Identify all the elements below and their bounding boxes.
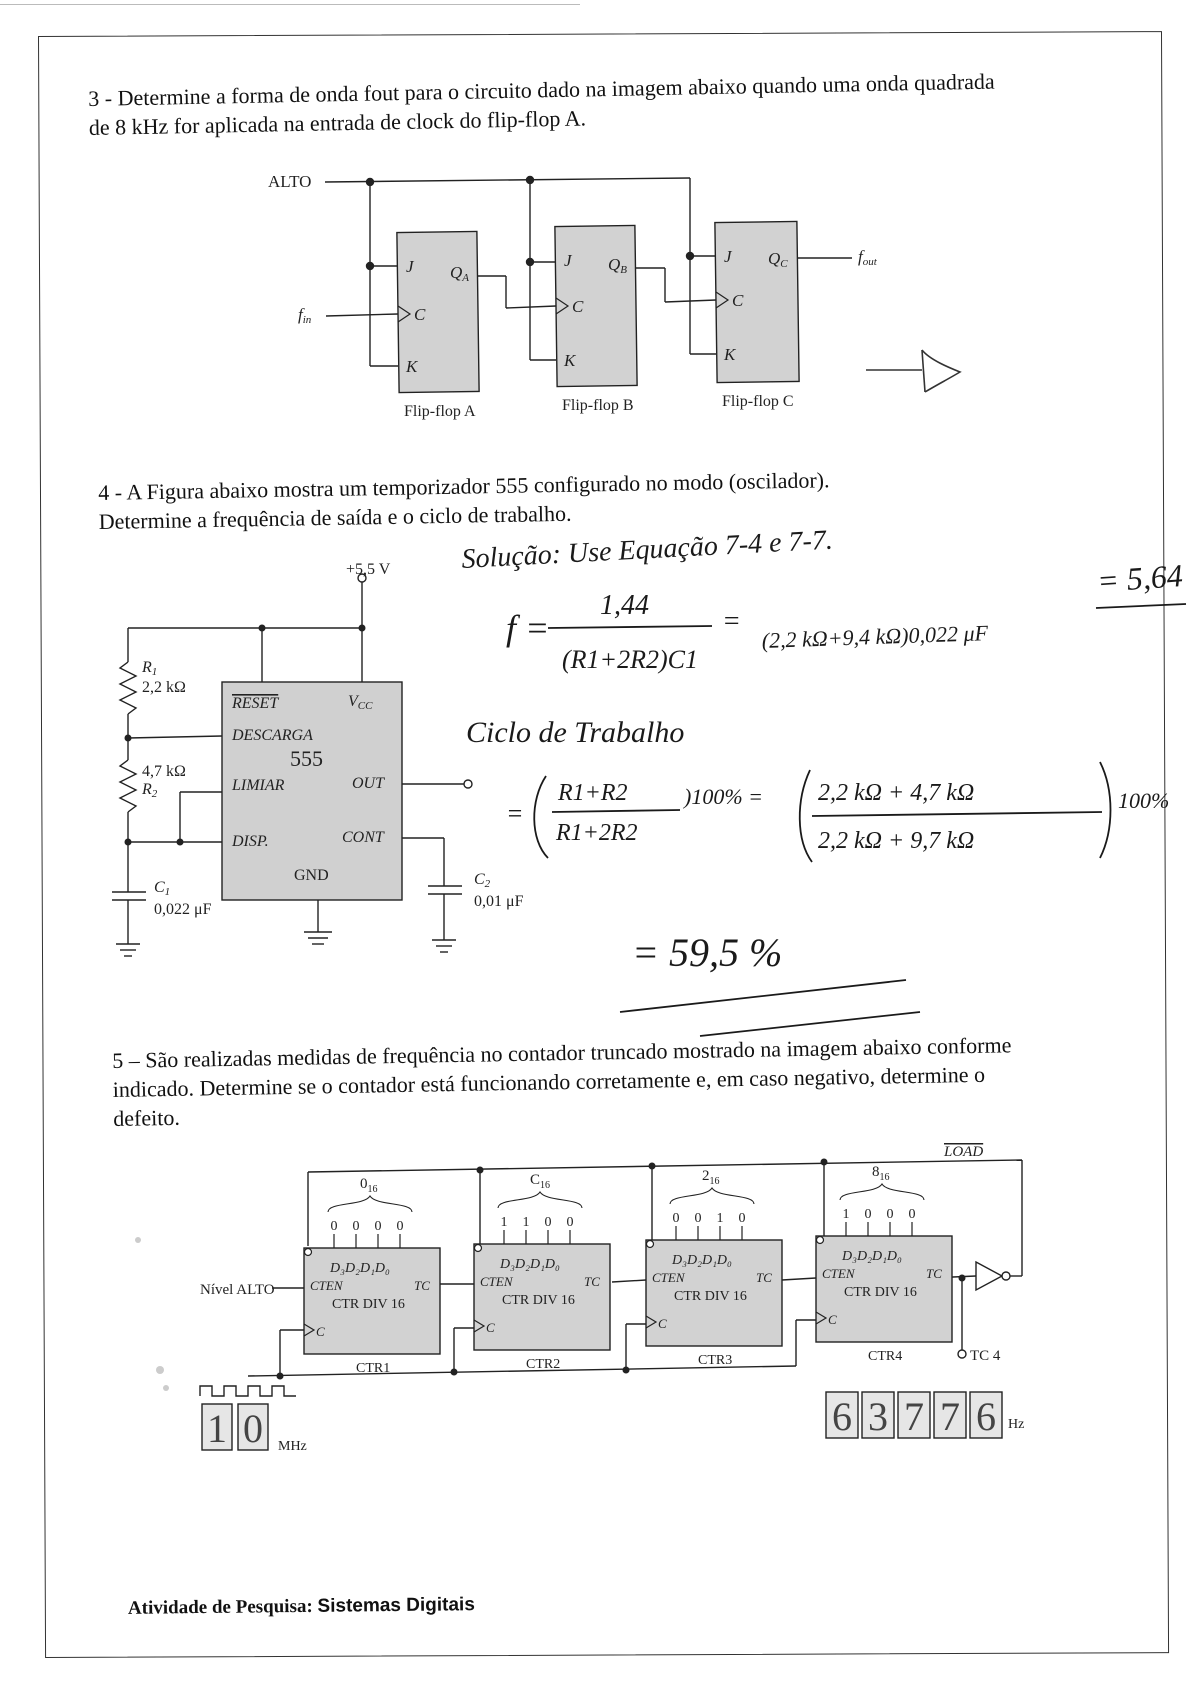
q4-line-1: 4 - A Figura abaixo mostra um temporizador 555 configurado no modo (oscilador). — [98, 467, 830, 505]
counter-clock-label: C — [828, 1312, 837, 1327]
handwritten-duty-equals: = — [506, 799, 524, 828]
counter-d-labels: D₃D₂D₁D₀ — [672, 1253, 732, 1268]
counter-div-label: CTR DIV 16 — [502, 1293, 575, 1308]
cont-pin-label: CONT — [342, 829, 384, 846]
r1-value: 2,2 kΩ — [142, 679, 186, 696]
counter-bit: 1 — [842, 1207, 850, 1222]
handwritten-solution-heading: Solução: Use Equação 7-4 e 7-7. — [460, 524, 834, 575]
c2-value: 0,01 μF — [474, 893, 524, 910]
counter-name: CTR3 — [698, 1353, 733, 1368]
counter-d-labels: D₃D₂D₁D₀ — [330, 1261, 390, 1276]
counter-load-pin — [305, 1249, 312, 1256]
fout-label: fout — [858, 247, 877, 268]
counter-brace — [328, 1196, 412, 1212]
mhz-label: MHz — [278, 1439, 307, 1454]
q3-line-1: 3 - Determine a forma de onda fout para o circuito dado na imagem abaixo quando uma onda quadrada — [88, 68, 995, 111]
load-junction-dot — [821, 1159, 828, 1166]
counter-load-pin — [817, 1237, 824, 1244]
alto-label: ALTO — [268, 172, 312, 191]
ffa-c-label: C — [414, 305, 426, 324]
counter-load-pin — [647, 1241, 654, 1248]
nivel-alto-label: Nível ALTO — [200, 1282, 275, 1298]
counter-bit: 0 — [908, 1207, 916, 1222]
handwritten-f-denominator: (R1+2R2)C1 — [562, 645, 698, 674]
load-junction-dot — [477, 1167, 484, 1174]
counter-load-pin — [475, 1245, 482, 1252]
load-label: LOAD — [944, 1144, 984, 1160]
counter-bit: 0 — [694, 1211, 702, 1226]
counter-clock-label: C — [316, 1324, 325, 1339]
handwritten-duty-heading: Ciclo de Trabalho — [466, 716, 685, 749]
ffb-k-label: K — [564, 351, 576, 370]
handwritten-duty-numerator: R1+R2 — [558, 780, 628, 806]
counter-bit: 1 — [500, 1215, 508, 1230]
counter-bit: 0 — [544, 1215, 552, 1230]
q5-line-2: indicado. Determine se o contador está funcionando corretamente e, em caso negativo, determine o — [112, 1061, 986, 1102]
load-junction-dot — [649, 1163, 656, 1170]
counter-hex-label: $C_{16}$ — [530, 1172, 551, 1191]
counter-bit: 0 — [566, 1215, 574, 1230]
chip-555-label: 555 — [290, 746, 323, 771]
counter-hex-label: $0_{16}$ — [360, 1176, 378, 1195]
counter-cten-label: CTEN — [310, 1278, 343, 1293]
handwritten-f-equals: = — [722, 606, 741, 637]
counter-bit: 0 — [330, 1219, 338, 1234]
counter-bit: 0 — [886, 1207, 894, 1222]
counter-bit: 0 — [738, 1211, 746, 1226]
counter-hex-label: $2_{16}$ — [702, 1168, 720, 1187]
counter-div-label: CTR DIV 16 — [674, 1289, 747, 1304]
flipflop-b-caption: Flip-flop B — [562, 397, 634, 414]
counter-bit: 1 — [522, 1215, 530, 1230]
ffa-j-label: J — [406, 257, 414, 276]
counter-group — [304, 1164, 952, 1376]
handwritten-duty-numerator-values: 2,2 kΩ + 4,7 kΩ — [818, 780, 975, 806]
counter-bit: 0 — [396, 1219, 404, 1234]
scan-artifact — [135, 1237, 169, 1391]
counter-brace — [840, 1184, 924, 1200]
display-right-digit: 6 — [976, 1394, 996, 1439]
display-right-digit: 6 — [832, 1394, 852, 1439]
ffa-q-label: QA — [450, 263, 470, 284]
clock-junction-dot — [623, 1367, 630, 1374]
counter-d-labels: D₃D₂D₁D₀ — [500, 1257, 560, 1272]
ffc-k-label: K — [724, 345, 736, 364]
reset-pin-label: RESET — [232, 695, 279, 712]
ffb-j-label: J — [564, 251, 572, 270]
clock-junction-dot — [451, 1369, 458, 1376]
counter-brace — [670, 1188, 754, 1204]
fin-label: fin — [298, 305, 312, 326]
ffa-k-label: K — [406, 357, 418, 376]
c1-value: 0,022 μF — [154, 901, 212, 918]
ffc-j-label: J — [724, 247, 732, 266]
ffb-q-label: QB — [608, 255, 628, 276]
counter-bit: 1 — [716, 1211, 724, 1226]
display-right — [826, 1392, 1024, 1439]
counter-name: CTR4 — [868, 1349, 903, 1364]
counter-cten-label: CTEN — [480, 1274, 513, 1289]
hz-label: Hz — [1008, 1417, 1025, 1432]
counter-bit: 0 — [672, 1211, 680, 1226]
display-left — [202, 1404, 307, 1454]
q4-line-2: Determine a frequência de saída e o ciclo de trabalho. — [98, 500, 572, 534]
counter-cten-label: CTEN — [652, 1270, 685, 1285]
gnd-pin-label: GND — [294, 867, 329, 884]
r1-label: R1 — [142, 659, 158, 678]
tc4-label: TC 4 — [970, 1348, 1001, 1364]
c1-label: C1 — [154, 879, 171, 898]
counter-bit: 0 — [352, 1219, 360, 1234]
flipflop-c-caption: Flip-flop C — [722, 393, 794, 410]
ffb-c-label: C — [572, 297, 584, 316]
q5-line-3: defeito. — [113, 1104, 181, 1131]
handwritten-f-numerator: 1,44 — [600, 590, 649, 621]
counter-d-labels: D₃D₂D₁D₀ — [842, 1249, 902, 1264]
counter-tc-label: TC — [756, 1270, 772, 1285]
r2-value: 4,7 kΩ — [142, 763, 186, 780]
handwritten-duty-denominator: R1+2R2 — [556, 820, 638, 846]
tc4-junction-dot — [959, 1275, 966, 1282]
r2-label: R2 — [142, 781, 158, 800]
display-right-digit: 7 — [940, 1394, 960, 1439]
handwritten-duty-denominator-values: 2,2 kΩ + 9,7 kΩ — [818, 828, 975, 854]
display-left-digit: 1 — [207, 1406, 227, 1451]
handwritten-f-substitution: (2,2 kΩ+9,4 kΩ)0,022 μF — [761, 620, 989, 653]
display-right-digit: 3 — [868, 1394, 888, 1439]
flipflop-a-caption: Flip-flop A — [404, 403, 476, 420]
counter-tc-label: TC — [926, 1266, 942, 1281]
counter-name: CTR1 — [356, 1361, 391, 1376]
handwritten-duty-percent-2: 100% — [1118, 788, 1170, 813]
counter-div-label: CTR DIV 16 — [332, 1297, 405, 1312]
q5-line-1: 5 – São realizadas medidas de frequência no contador truncado mostrado na imagem abaixo conforme — [112, 1032, 1012, 1073]
footer-activity: Atividade de Pesquisa: — [127, 1595, 313, 1619]
q3-line-2: de 8 kHz for aplicada na entrada de clock do flip-flop A. — [88, 105, 587, 140]
counter-clock-label: C — [658, 1316, 667, 1331]
counter-tc-label: TC — [414, 1278, 430, 1293]
c2-label: C2 — [474, 871, 491, 890]
limiar-pin-label: LIMIAR — [232, 777, 285, 794]
counter-bit: 0 — [374, 1219, 382, 1234]
footer-subject: Sistemas Digitais — [317, 1594, 475, 1617]
supply-voltage-label: +5,5 V — [346, 561, 391, 578]
out-pin-label: OUT — [352, 775, 385, 792]
counter-bit: 0 — [864, 1207, 872, 1222]
vcc-pin-label: VCC — [348, 693, 373, 712]
page-footer — [128, 1594, 475, 1620]
counter-cten-label: CTEN — [822, 1266, 855, 1281]
counter-brace — [498, 1192, 582, 1208]
handwritten-duty-result: = 59,5 % — [632, 930, 783, 975]
handwritten-f-result: = 5,64 — [1095, 557, 1184, 599]
display-right-digit: 7 — [904, 1394, 924, 1439]
counter-name: CTR2 — [526, 1357, 561, 1372]
clock-junction-dot — [277, 1373, 284, 1380]
ffc-q-label: QC — [768, 249, 788, 270]
handwritten-f-lhs: f = — [506, 608, 550, 648]
display-left-digit: 0 — [243, 1406, 263, 1451]
counter-tc-label: TC — [584, 1274, 600, 1289]
counter-clock-label: C — [486, 1320, 495, 1335]
handwritten-duty-percent: )100% = — [684, 784, 763, 809]
ffc-c-label: C — [732, 291, 744, 310]
counter-div-label: CTR DIV 16 — [844, 1285, 917, 1300]
disp-pin-label: DISP. — [232, 833, 269, 850]
counter-hex-label: $8_{16}$ — [872, 1164, 890, 1183]
descarga-pin-label: DESCARGA — [232, 727, 313, 744]
